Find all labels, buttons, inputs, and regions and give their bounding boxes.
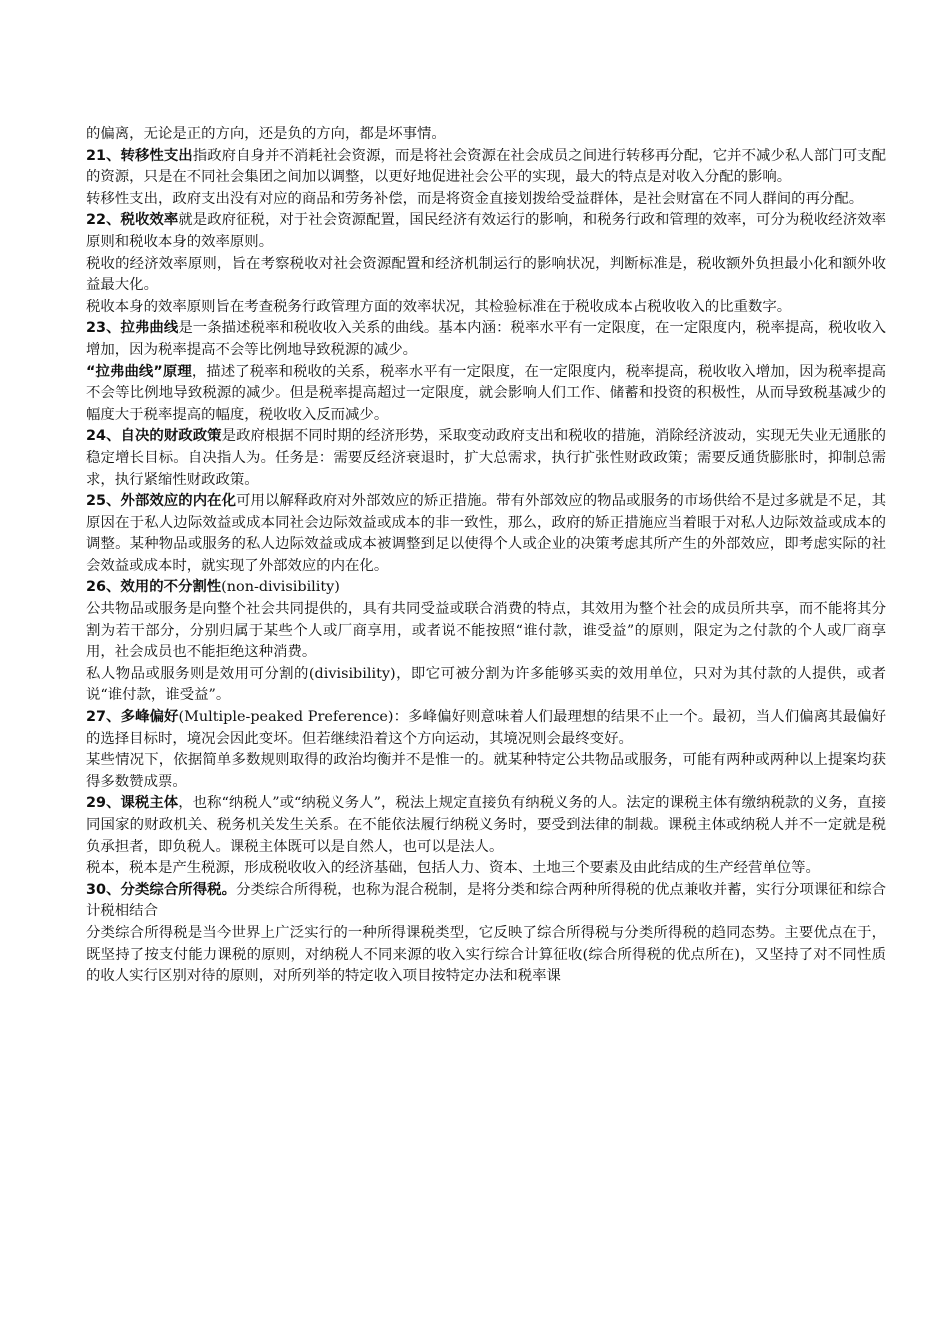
term-non-divisibility xyxy=(86,577,886,599)
paragraph xyxy=(86,254,886,297)
term-laffer-principle xyxy=(86,362,886,427)
paragraph-text: 税本，税本是产生税源，形成税收收入的经济基础，包括人力、资本、土地三个要素及由此结成的生产经营单位等。 xyxy=(86,860,820,877)
term-taxpayer xyxy=(86,793,886,858)
term-heading: 24、自决的财政政策 xyxy=(86,428,222,445)
term-heading: 23、拉弗曲线 xyxy=(86,320,179,337)
term-laffer-curve xyxy=(86,318,886,361)
paragraph xyxy=(86,923,886,988)
term-definition: 是政府根据不同时期的经济形势，采取变动政府支出和税收的措施，消除经济波动，实现无失业无通胀的稳定增长目标。自决指人为。任务是：需要反经济衰退时，扩大总需求，执行扩张性财政政策；需要反通货膨胀时，抑制总需求，执行紧缩性财政政策。 xyxy=(86,428,886,488)
paragraph-text: 的偏离，无论是正的方向，还是负的方向，都是坏事情。 xyxy=(86,126,446,142)
term-definition: (non-divisibility) xyxy=(221,579,340,596)
term-definition: 分类综合所得税，也称为混合税制，是将分类和综合两种所得税的优点兼收并蓄，实行分项课征和综合计税相结合 xyxy=(86,881,886,920)
term-heading: 21、转移性支出 xyxy=(86,147,193,164)
term-heading: 25、外部效应的内在化 xyxy=(86,493,237,510)
term-definition: ，也称“纳税人”或“纳税义务人”，税法上规定直接负有纳税义务的人。法定的课税主体有缴纳税款的义务，直接同国家的财政机关、税务机关发生关系。在不能依法履行纳税义务时，要受到法律的制裁。课税主体或纳税人并不一定就是税负承担者，即负税人。课税主体既可以是自然人，也可以是法人。 xyxy=(86,795,886,855)
paragraph-text: 转移性支出，政府支出没有对应的商品和劳务补偿，而是将资金直接划拨给受益群体，是社会财富在不同人群间的再分配。 xyxy=(86,190,864,207)
term-mixed-income-tax xyxy=(86,880,886,923)
term-definition: (Multiple-peaked Preference)：多峰偏好则意味着人们最理想的结果不止一个。最初，当人们偏离其最偏好的选择目标时，境况会因此变坏。但若继续沿着这个方向运动，其境况则会最终变好。 xyxy=(86,709,886,747)
paragraph xyxy=(86,750,886,793)
paragraph xyxy=(86,297,886,319)
term-heading: 30、分类综合所得税。 xyxy=(86,881,237,898)
paragraph xyxy=(86,664,886,707)
term-heading: “拉弗曲线”原理 xyxy=(86,363,192,380)
paragraph xyxy=(86,189,886,211)
paragraph-text: 分类综合所得税是当今世界上广泛实行的一种所得课税类型，它反映了综合所得税与分类所得税的趋同态势。主要优点在于，既坚持了按支付能力课税的原则，对纳税人不同来源的收入实行综合计算征收(综合所得税的优点所在)，又坚持了对不同性质的收人实行区别对待的原则，对所列举的特定收入项目按特定办法和税率课 xyxy=(86,924,886,985)
term-definition: 就是政府征税，对于社会资源配置，国民经济有效运行的影响，和税务行政和管理的效率，可分为税收经济效率原则和税收本身的效率原则。 xyxy=(86,212,886,250)
term-discretionary-fiscal-policy xyxy=(86,426,886,491)
paragraph-text: 税收本身的效率原则旨在考查税务行政管理方面的效率状况，其检验标准在于税收成本占税收收入的比重数字。 xyxy=(86,298,792,315)
paragraph xyxy=(86,599,886,664)
term-internalization-externalities xyxy=(86,491,886,577)
paragraph-text: 公共物品或服务是向整个社会共同提供的，具有共同受益或联合消费的特点，其效用为整个社会的成员所共享，而不能将其分割为若干部分，分别归属于某些个人或厂商享用，或者说不能按照“谁付款，谁受益”的原则，限定为之付款的个人或厂商享用，社会成员也不能拒绝这种消费。 xyxy=(86,601,886,661)
term-definition: 是一条描述税率和税收收入关系的曲线。基本内涵：税率水平有一定限度，在一定限度内，税率提高，税收收入增加，因为税率提高不会等比例地导致税源的减少。 xyxy=(86,320,886,358)
term-tax-efficiency xyxy=(86,210,886,253)
term-definition: ，描述了税率和税收的关系，税率水平有一定限度，在一定限度内，税率提高，税收收入增加，因为税率提高不会等比例地导致税源的减少。但是税率提高超过一定限度，就会影响人们工作、储蓄和投资的积极性，从而导致税基减少的幅度大于税率提高的幅度，税收收入反而减少。 xyxy=(86,363,886,423)
term-heading: 22、税收效率 xyxy=(86,212,179,229)
term-heading: 27、多峰偏好 xyxy=(86,709,179,726)
term-transfer-expenditure xyxy=(86,146,886,189)
term-multiple-peaked-preference xyxy=(86,707,886,750)
paragraph xyxy=(86,858,886,880)
term-definition: 指政府自身并不消耗社会资源，而是将社会资源在社会成员之间进行转移再分配，它并不减少私人部门可支配的资源，只是在不同社会集团之间加以调整，以更好地促进社会公平的实现，最大的特点是对收入分配的影响。 xyxy=(86,147,886,186)
paragraph-text: 某些情况下，依据简单多数规则取得的政治均衡并不是惟一的。就某种特定公共物品或服务，可能有两种或两种以上提案均获得多数赞成票。 xyxy=(86,752,886,790)
term-heading: 26、效用的不分割性 xyxy=(86,579,222,596)
term-definition: 可用以解释政府对外部效应的矫正措施。带有外部效应的物品或服务的市场供给不是过多就是不足，其原因在于私人边际效益或成本同社会边际效益或成本的非一致性，那么，政府的矫正措施应当着眼于对私人边际效益或成本的调整。某种物品或服务的私人边际效益或成本被调整到足以使得个人或企业的决策考虑其所产生的外部效应，即考虑实际的社会效益或成本时，就实现了外部效应的内在化。 xyxy=(86,493,886,574)
term-heading: 29、课税主体 xyxy=(86,795,179,812)
document-page xyxy=(86,124,886,988)
paragraph-text: 税收的经济效率原则，旨在考察税收对社会资源配置和经济机制运行的影响状况，判断标准是，税收额外负担最小化和额外收益最大化。 xyxy=(86,255,886,294)
paragraph-continuation xyxy=(86,124,886,146)
paragraph-text: 私人物品或服务则是效用可分割的(divisibility)，即它可被分割为许多能够买卖的效用单位，只对为其付款的人提供，或者说“谁付款，谁受益”。 xyxy=(86,665,886,704)
